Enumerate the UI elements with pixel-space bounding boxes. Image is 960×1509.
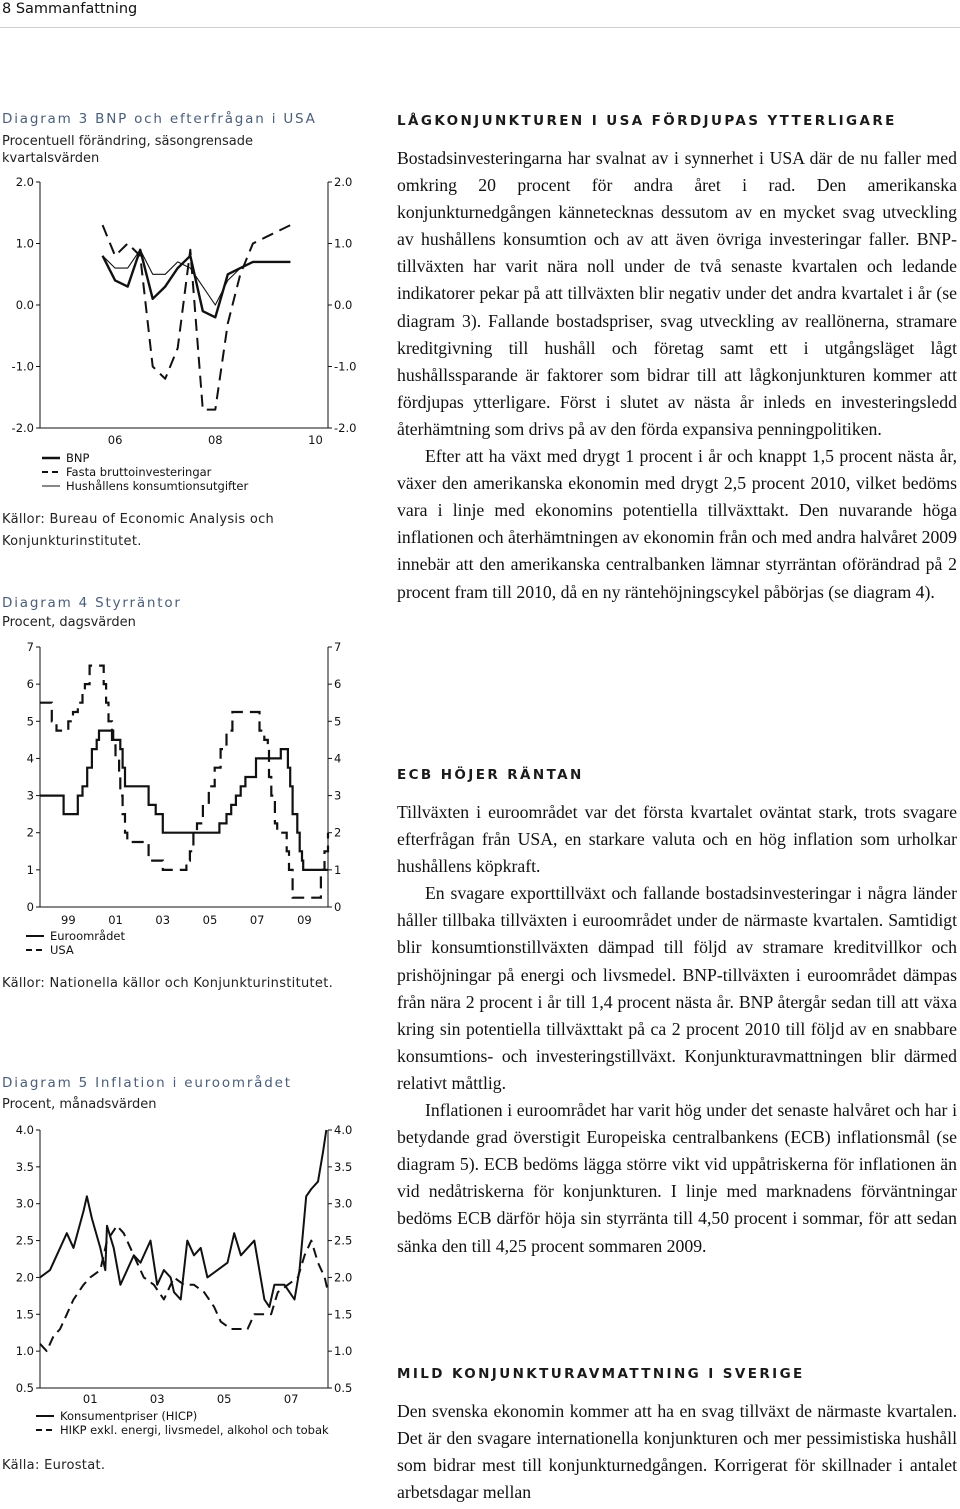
series-line: [103, 250, 291, 318]
x-tick-label: 07: [249, 913, 265, 927]
legend-label: BNP: [66, 451, 90, 465]
y-tick-label-left: -2.0: [11, 421, 34, 435]
y-tick-label-right: 4: [334, 751, 342, 766]
legend-label: Hushållens konsumtionsutgifter: [66, 479, 249, 493]
y-tick-label-right: 2: [334, 825, 342, 840]
diagram5-source: Källa: Eurostat.: [2, 1458, 106, 1473]
page-header-text: 8 Sammanfattning: [2, 1, 138, 17]
y-tick-label-right: 1.0: [334, 236, 353, 251]
y-tick-label-right: 2.0: [334, 175, 353, 189]
y-tick-label-right: 1.0: [334, 1344, 353, 1359]
y-tick-label-right: 5: [334, 714, 342, 729]
diagram3-source-1: Källor: Bureau of Economic Analysis och: [2, 512, 275, 527]
y-tick-label-left: 2.0: [15, 1270, 34, 1285]
section-heading-sverige: MILD KONJUNKTURAVMATTNING I SVERIGE: [397, 1366, 805, 1382]
x-tick-label: 06: [107, 433, 123, 447]
series-line: [40, 1130, 326, 1307]
y-tick-label-left: 2.5: [15, 1233, 34, 1248]
y-tick-label-left: 0.0: [15, 298, 34, 312]
y-tick-label-right: 0.0: [334, 298, 353, 312]
y-tick-label-left: 5: [26, 714, 34, 729]
x-tick-label: 05: [216, 1392, 232, 1406]
section-heading-usa: LÅGKONJUNKTUREN I USA FÖRDJUPAS YTTERLIGARE: [397, 113, 897, 129]
y-tick-label-left: 3.5: [15, 1159, 34, 1174]
paragraph: Efter att ha växt med drygt 1 procent i år och knappt 1,5 procent nästa år, växer den amerikanska ekonomin med drygt 2,5 procent 2010, vilket bedöms vara i linje med ekonomins potentiella tillväxttakt. Den nuvarande höga inflationen och återhämtningen av ekonomin från och med andra halvåret 2009 innebär att den amerikanska centralbanken lämnar styrräntan oförändrad på 2 procent fram till 2010, då en ny räntehöjningscykel påbörjas (se diagram 4).: [397, 446, 957, 602]
diagram4-title: Diagram 4 Styrräntor: [2, 595, 182, 611]
y-tick-label-right: 7: [334, 640, 342, 654]
x-tick-label: 08: [207, 433, 223, 447]
paragraph: Bostadsinvesteringarna har svalnat av i synnerhet i USA där de nu faller med omkring 20 procent för andra året i rad. Den amerikanska konjunkturnedgången kännetecknas dessutom av en mycket svag utveckling av hushållens konsumtion och av att även övriga investeringar faller. BNP-tillväxten har varit nära noll under de två senaste kvartalen och ledande indikatorer pekar på att tillväxten blir negativ under det andra kvartalet i år (se diagram 3). Fallande bostadspriser, svag utveckling av reallönerna, stramare kreditgivning till hushåll och företag samt ett i utgångsläget lågt hushållssparande är faktorer som bidrar till att lågkonjunkturen kommer att fördjupas ytterligare. Först i slutet av nästa år inleds en investeringsledd återhämtning som drivs på av den förda expansiva penningpolitiken.: [397, 148, 957, 439]
y-tick-label-left: 0: [26, 900, 34, 914]
diagram4-source: Källor: Nationella källor och Konjunkturinstitutet.: [2, 976, 334, 991]
y-tick-label-left: 6: [26, 677, 34, 692]
y-tick-label-right: -1.0: [334, 359, 357, 374]
diagram5-title: Diagram 5 Inflation i euroområdet: [2, 1075, 292, 1091]
y-tick-label-left: 2: [26, 825, 34, 840]
series-line: [40, 666, 328, 898]
diagram4-subtitle: Procent, dagsvärden: [2, 615, 136, 630]
diagram5-chart: [0, 1120, 370, 1450]
series-line: [103, 225, 291, 410]
paragraph: En svagare exporttillväxt och fallande bostadsinvesteringar i några länder håller tillbaka tillväxten i euroområdet under de närmaste kvartalen. Samtidigt blir konsumtionstillväxten dämpad till följd av stramare kreditvillkor och prishöjningar på energi och livsmedel. BNP-tillväxten i euroområdet dämpas från nära 2 procent i år till 1,4 procent nästa år. BNP återgår sedan till att växa kring sin potentiella tillväxttakt på ca 2 procent 2010 till följd av en snabbare konsumtions- och investeringstillväxt. Konjunkturavmattningen blir därmed relativt måttlig.: [397, 883, 957, 1093]
y-tick-label-right: 1: [334, 862, 342, 877]
diagram3-title: Diagram 3 BNP och efterfrågan i USA: [2, 111, 317, 127]
y-tick-label-left: 7: [26, 640, 34, 654]
y-tick-label-left: 1.0: [15, 236, 34, 251]
y-tick-label-right: 2.5: [334, 1233, 353, 1248]
x-tick-label: 09: [297, 913, 312, 927]
y-tick-label-left: 3.0: [15, 1196, 34, 1211]
x-tick-label: 03: [155, 913, 171, 927]
paragraph: Den svenska ekonomin kommer att ha en svag tillväxt de närmaste kvartalen. Det är den svagare internationella konjunkturen och mer pessimistiska hushåll som bidrar mest till konjunkturnedgången. Korrigerat för skillnader i antalet arbetsdagar mellan: [397, 1401, 957, 1503]
y-tick-label-left: 0.5: [15, 1381, 34, 1395]
y-tick-label-left: 3: [26, 788, 34, 803]
y-tick-label-left: -1.0: [11, 359, 34, 374]
diagram3-chart: [0, 170, 370, 500]
y-tick-label-right: 3.0: [334, 1196, 353, 1211]
y-tick-label-right: 3: [334, 788, 342, 803]
diagram5-subtitle: Procent, månadsvärden: [2, 1097, 157, 1112]
x-tick-label: 03: [149, 1392, 165, 1406]
x-tick-label: 01: [82, 1392, 98, 1406]
y-tick-label-right: 4.0: [334, 1123, 353, 1137]
x-tick-label: 10: [308, 433, 323, 447]
x-tick-label: 01: [108, 913, 123, 927]
y-tick-label-left: 1.5: [15, 1307, 34, 1322]
y-tick-label-right: 0.5: [334, 1381, 353, 1395]
diagram4-chart: [0, 635, 370, 965]
legend-label: Euroområdet: [50, 929, 125, 943]
section-heading-ecb: ECB HÖJER RÄNTAN: [397, 767, 584, 783]
y-tick-label-left: 4: [26, 751, 34, 766]
legend-label: HIKP exkl. energi, livsmedel, alkohol och tobak: [60, 1423, 329, 1437]
series-line: [40, 731, 328, 870]
section-body-ecb: [397, 799, 957, 1260]
section-body-usa: [397, 145, 957, 606]
y-tick-label-left: 1: [26, 862, 34, 877]
y-tick-label-left: 4.0: [15, 1123, 34, 1137]
y-tick-label-right: 6: [334, 677, 342, 692]
page-header: [0, 0, 960, 26]
diagram3-subtitle-2: kvartalsvärden: [2, 151, 100, 166]
legend-label: Konsumentpriser (HICP): [60, 1409, 198, 1423]
y-tick-label-right: -2.0: [334, 421, 357, 435]
y-tick-label-left: 2.0: [15, 175, 34, 189]
header-divider: [0, 27, 960, 28]
y-tick-label-left: 1.0: [15, 1344, 34, 1359]
y-tick-label-right: 2.0: [334, 1270, 353, 1285]
legend-label: Fasta bruttoinvesteringar: [66, 465, 212, 479]
section-body-sverige: [397, 1398, 957, 1506]
y-tick-label-right: 3.5: [334, 1159, 353, 1174]
paragraph: Inflationen i euroområdet har varit hög under det senaste halvåret och har i betydande grad överstigit Europeiska centralbankens (ECB) inflationsmål (se diagram 5). ECB bedöms lägga större vikt vid uppåtriskerna för inflationen än vid nedåtriskerna för konjunkturen. I linje med marknadens förväntningar bedöms ECB därför höja sin styrränta till 4,50 procent i sommar, för att sedan sänka den till 4,25 procent sommaren 2009.: [397, 1100, 957, 1256]
y-tick-label-right: 1.5: [334, 1307, 353, 1322]
paragraph: Tillväxten i euroområdet var det första kvartalet oväntat stark, trots svagare efterfrågan från USA, en starkare valuta och en hög inflation som urholkar hushållens köpkraft.: [397, 802, 957, 877]
series-line: [40, 1226, 328, 1351]
x-tick-label: 07: [283, 1392, 299, 1406]
y-tick-label-right: 0: [334, 900, 342, 914]
legend-label: USA: [50, 943, 74, 957]
x-tick-label: 05: [202, 913, 218, 927]
diagram3-source-2: Konjunkturinstitutet.: [2, 534, 142, 549]
x-tick-label: 99: [61, 913, 76, 927]
diagram3-subtitle-1: Procentuell förändring, säsongrensade: [2, 134, 253, 149]
